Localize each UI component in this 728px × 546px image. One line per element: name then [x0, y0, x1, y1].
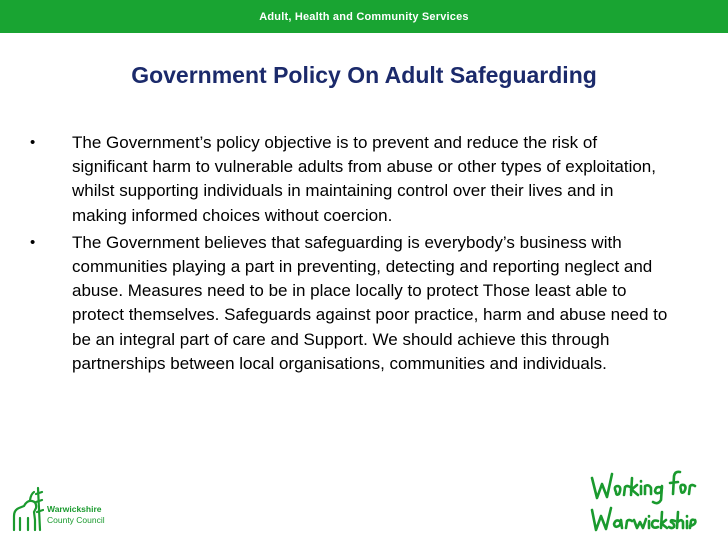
bullet-marker: •	[30, 134, 36, 151]
bullet-text: The Government believes that safeguarding is everybody’s business with communities playing a part in preventing, detecting and reporting neglect and abuse. Measures need to be in place locally to protect Those least able to protect themselves. Safeguards against poor practice, harm and abuse need to be an integral part of care and Support. We should achieve this through partnerships between local organisations, communities and individuals.	[72, 232, 668, 373]
header-title: Adult, Health and Community Services	[259, 11, 469, 23]
bullet-marker: •	[30, 233, 36, 251]
council-subtitle: County Council	[47, 515, 105, 525]
council-name: Warwickshire	[47, 504, 102, 514]
bear-and-staff-icon	[10, 486, 44, 532]
warwickshire-council-logo	[10, 486, 120, 534]
header-bar	[0, 0, 728, 33]
bullet-text: The Government’s policy objective is to prevent and reduce the risk of significant harm to vulnerable adults from abuse or other types of exploitation, whilst supporting individuals in maintaining control over their lives and in making informed choices without coercion.	[72, 133, 656, 225]
working-for-warwickshire-script-logo	[586, 464, 698, 540]
slide-title: Government Policy On Adult Safeguarding	[131, 62, 597, 88]
bullet-item-2	[30, 231, 670, 376]
bullet-item-1	[30, 131, 670, 228]
bullet-list	[30, 131, 670, 379]
